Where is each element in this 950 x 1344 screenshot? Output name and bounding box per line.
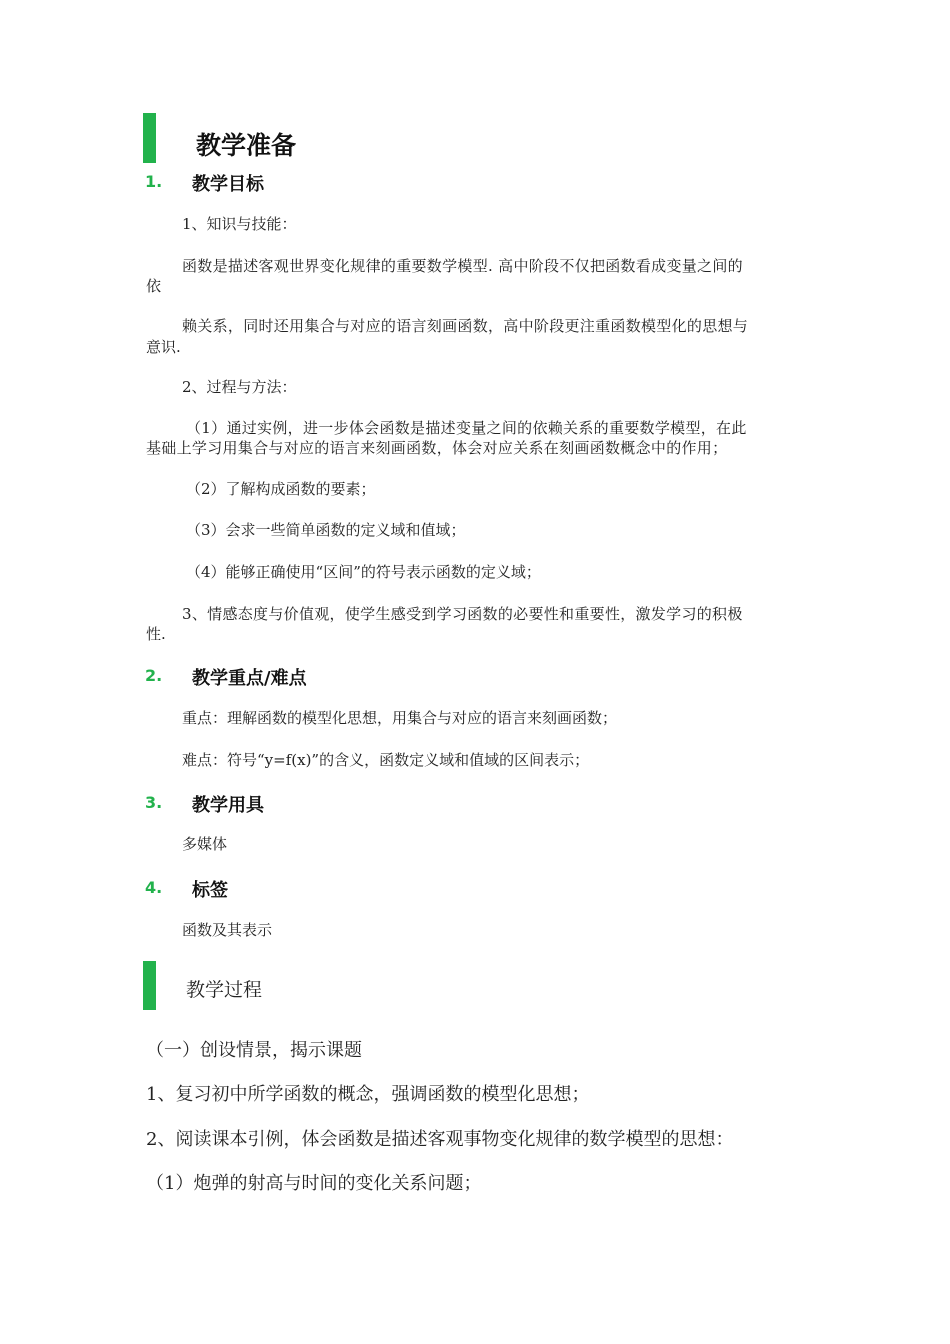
objective-2-p1-line1: （1）通过实例，进一步体会函数是描述变量之间的依赖关系的重要数学模型，在此 <box>186 419 747 437</box>
objective-1-line1: 函数是描述客观世界变化规律的重要数学模型. 高中阶段不仅把函数看成变量之间的 <box>182 257 743 275</box>
item-heading-1: 教学目标 <box>192 174 264 195</box>
tools-text: 多媒体 <box>182 835 228 853</box>
section-title: 教学准备 <box>196 131 297 160</box>
objective-3-line1: 3、情感态度与价值观，使学生感受到学习函数的必要性和重要性，激发学习的积极 <box>182 605 743 623</box>
item-number-2: 2. <box>145 666 163 685</box>
item-heading-3: 教学用具 <box>192 795 264 816</box>
process-line-3: 2、阅读课本引例，体会函数是描述客观事物变化规律的数学模型的思想： <box>146 1129 734 1150</box>
process-line-4: （1）炮弹的射高与时间的变化关系问题； <box>146 1173 482 1194</box>
objective-1-line2: 赖关系，同时还用集合与对应的语言刻画函数，高中阶段更注重函数模型化的思想与 <box>182 317 749 335</box>
section-title-2: 教学过程 <box>186 979 263 1001</box>
key-point-text: 重点：理解函数的模型化思想，用集合与对应的语言来刻画函数； <box>182 709 618 727</box>
objective-1-line1-wrap: 依 <box>146 277 162 295</box>
objective-2-p2: （2）了解构成函数的要素； <box>186 480 376 498</box>
objective-3-line2: 性. <box>146 625 166 643</box>
tags-text: 函数及其表示 <box>182 921 273 939</box>
difficulty-text: 难点：符号“y=f(x)”的含义，函数定义域和值域的区间表示； <box>182 751 590 769</box>
objective-1-title: 1、知识与技能： <box>182 215 297 233</box>
item-heading-4: 标签 <box>192 880 228 901</box>
section-accent-bar-2 <box>143 961 156 1010</box>
objective-2-p1-line2: 基础上学习用集合与对应的语言来刻画函数，体会对应关系在刻画函数概念中的作用； <box>146 439 728 457</box>
item-number-4: 4. <box>145 878 163 897</box>
item-number-1: 1. <box>145 172 163 191</box>
item-number-3: 3. <box>145 793 163 812</box>
section-accent-bar <box>143 113 156 163</box>
objective-1-line2-wrap: 意识. <box>146 338 181 356</box>
item-heading-2: 教学重点/难点 <box>192 668 307 689</box>
process-line-1: （一）创设情景，揭示课题 <box>146 1040 362 1061</box>
objective-2-title: 2、过程与方法： <box>182 378 297 396</box>
objective-2-p4: （4）能够正确使用“区间”的符号表示函数的定义域； <box>186 563 541 581</box>
process-line-2: 1、复习初中所学函数的概念，强调函数的模型化思想； <box>146 1084 590 1105</box>
objective-2-p3: （3）会求一些简单函数的定义域和值域； <box>186 521 466 539</box>
